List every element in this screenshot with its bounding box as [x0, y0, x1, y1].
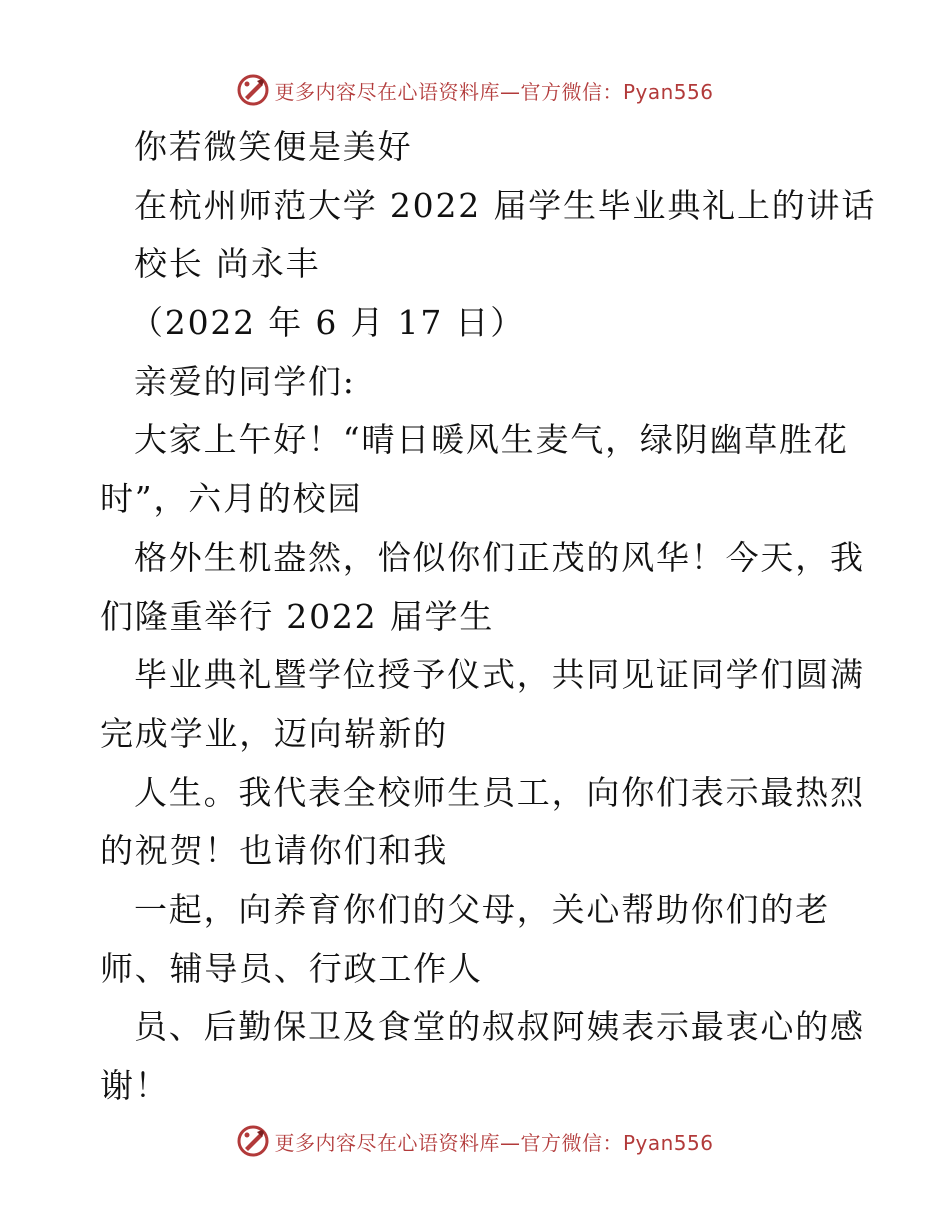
- paragraph-line: 谢！: [100, 1066, 170, 1105]
- header-watermark: [0, 70, 950, 110]
- document-date: （2022 年 6 月 17 日）: [130, 303, 526, 343]
- watermark-text: 更多内容尽在心语资料库—官方微信：Pyan556: [274, 1130, 714, 1155]
- seal-logo-icon: [236, 73, 270, 107]
- paragraph-line: 师、辅导员、行政工作人: [100, 948, 483, 988]
- paragraph-line: 大家上午好！“晴日暖风生麦气，绿阴幽草胜花: [134, 420, 849, 460]
- paragraph-line: 毕业典礼暨学位授予仪式，共同见证同学们圆满: [134, 655, 865, 695]
- paragraph-line: 时”，六月的校园: [100, 479, 363, 519]
- paragraph-line: 人生。我代表全校师生员工，向你们表示最热烈: [134, 772, 865, 812]
- paragraph-line: 格外生机盎然，恰似你们正茂的风华！今天，我: [134, 537, 865, 577]
- document-title: 你若微笑便是美好: [134, 127, 413, 166]
- paragraph-line: 完成学业，迈向崭新的: [100, 713, 448, 753]
- seal-logo-icon: [236, 1124, 270, 1158]
- document-subtitle: 在杭州师范大学 2022 届学生毕业典礼上的讲话: [134, 185, 877, 225]
- paragraph-line: 们隆重举行 2022 届学生: [100, 596, 495, 636]
- document-body: [100, 118, 877, 1116]
- paragraph-line: 的祝贺！也请你们和我: [100, 831, 448, 871]
- watermark-text: 更多内容尽在心语资料库—官方微信：Pyan556: [274, 79, 714, 104]
- paragraph-line: 一起，向养育你们的父母，关心帮助你们的老: [134, 889, 830, 929]
- paragraph-line: 员、后勤保卫及食堂的叔叔阿姨表示最衷心的感: [134, 1007, 865, 1047]
- document-author: 校长 尚永丰: [134, 244, 321, 284]
- footer-watermark: [0, 1121, 950, 1161]
- document-greeting: 亲爱的同学们:: [134, 361, 356, 401]
